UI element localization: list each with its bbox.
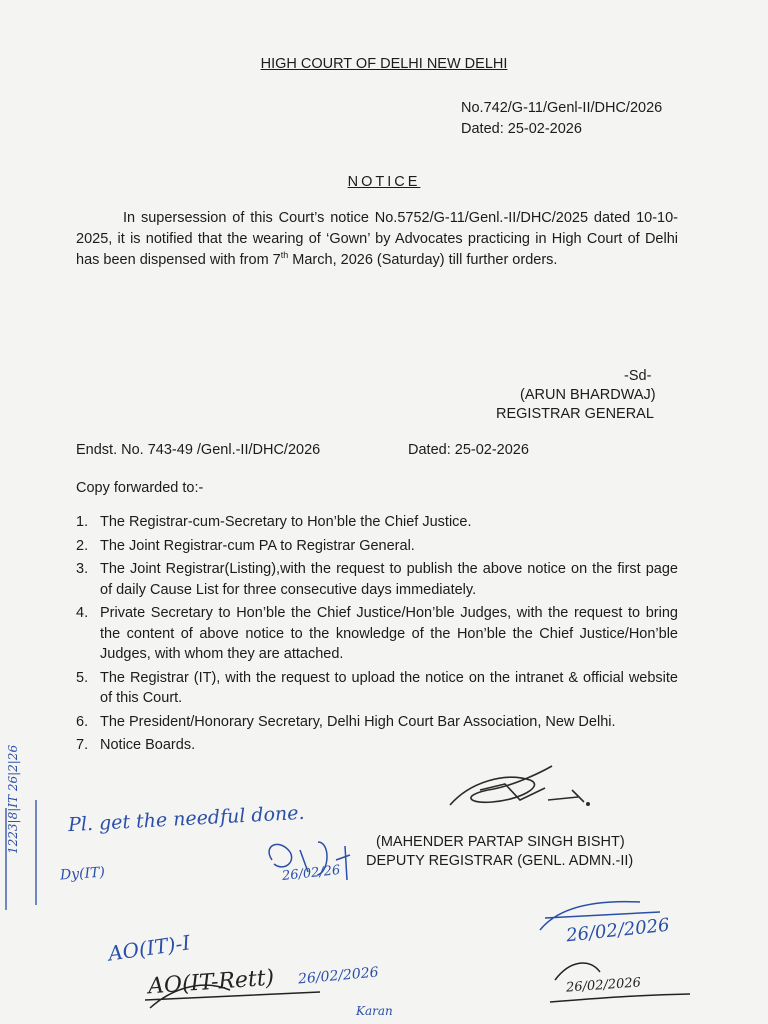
handwritten-date-1: 26/02/26	[281, 862, 342, 885]
endorsement-number: Endst. No. 743-49 /Genl.-II/DHC/2026	[76, 442, 321, 458]
list-item: 2. The Joint Registrar-cum PA to Registrar General.	[76, 537, 415, 554]
list-item: 1. The Registrar-cum-Secretary to Hon’ble the Chief Justice.	[76, 514, 472, 530]
margin-note: 1223|8|IT 26|2|26	[6, 744, 20, 854]
notice-body-text-1: In supersession of this Court’s notice No.5752/G-11/Genl.-II/DHC/2025 dated 10-10-2025, it is notified that the wearing of ‘Gown’ by Advocates practicing in High Court of Delhi has been dispensed with from 7	[76, 210, 678, 268]
deputy-registrar-designation: DEPUTY REGISTRAR (GENL. ADMN.-II)	[366, 853, 634, 869]
right-handwritten-date-2: 26/02/2026	[565, 975, 642, 996]
dy-it-note: Dy(IT)	[59, 864, 106, 884]
reference-number: No.742/G-11/Genl-II/DHC/2026	[461, 100, 663, 116]
court-title: HIGH COURT OF DELHI NEW DELHI	[260, 56, 508, 72]
handwritten-name: Karan	[356, 1004, 393, 1018]
signed-mark: -Sd-	[624, 368, 652, 384]
endorsement-date: Dated: 25-02-2026	[408, 442, 529, 458]
handwritten-initials: AO(IT)-I	[106, 930, 192, 966]
handwritten-date-2: 26/02/2026	[297, 964, 380, 988]
list-item: 4. Private Secretary to Hon’ble the Chief Justice/Hon’ble Judges, with the request to bring the content of above notice to the knowledge of the Hon’ble the Chief Justice/Hon’ble Judges, with whom they are attached.	[76, 605, 678, 662]
list-item: 5. The Registrar (IT), with the request to upload the notice on the intranet & official website of this Court.	[76, 669, 678, 706]
deputy-registrar-signature	[450, 766, 589, 805]
needful-done-note: Pl. get the needful done.	[67, 801, 305, 837]
list-item: 6. The President/Honorary Secretary, Delhi High Court Bar Association, New Delhi.	[76, 713, 616, 730]
list-item: 3. The Joint Registrar(Listing),with the request to publish the above notice on the first page of daily Cause List for three consecutive days immediately.	[76, 561, 678, 598]
notice-body-text-2: March, 2026 (Saturday) till further orders.	[288, 252, 558, 268]
signatory-name: (ARUN BHARDWAJ)	[520, 387, 656, 403]
signatory-designation: REGISTRAR GENERAL	[496, 406, 654, 422]
copy-forwarded-label: Copy forwarded to:-	[76, 480, 204, 496]
notice-heading: NOTICE	[347, 174, 421, 190]
ao-note: AO(IT-Rett)	[147, 965, 276, 1000]
list-item: 7. Notice Boards.	[76, 737, 196, 753]
notice-body-superscript: th	[280, 250, 289, 261]
reference-date: Dated: 25-02-2026	[461, 121, 582, 137]
right-handwritten-date: 26/02/2026	[565, 914, 671, 947]
deputy-registrar-name: (MAHENDER PARTAP SINGH BISHT)	[376, 834, 625, 850]
